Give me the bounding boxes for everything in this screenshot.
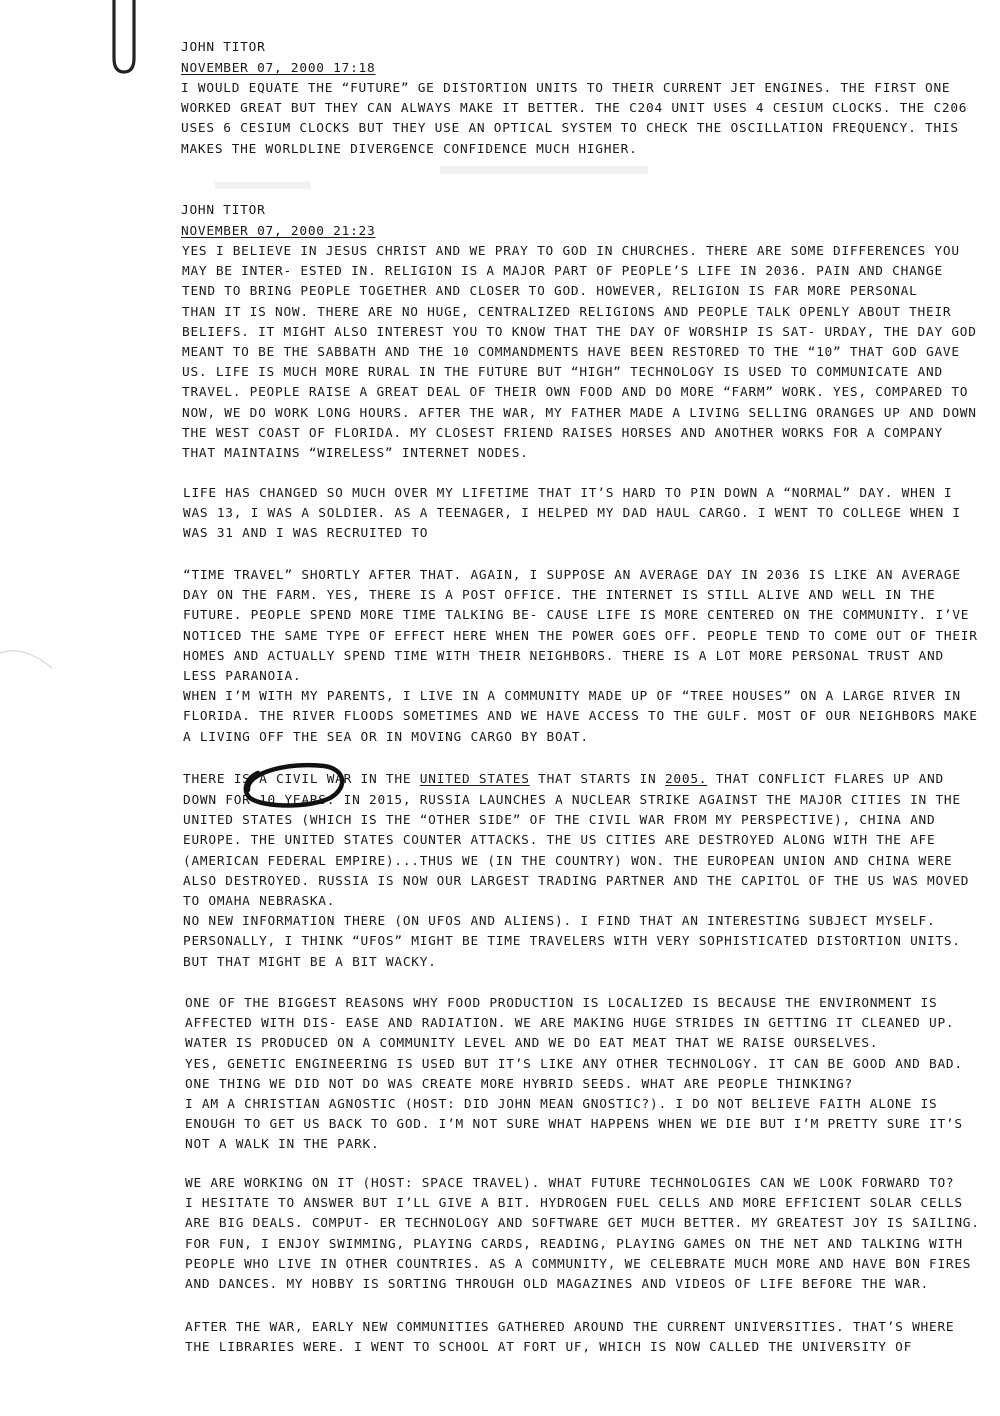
paragraph-line: (AMERICAN FEDERAL EMPIRE)...THUS WE (IN THE COUNTRY) WON. THE EUROPEAN UNION AND CHINA WERE xyxy=(183,853,953,869)
paragraph-line: I HESITATE TO ANSWER BUT I’LL GIVE A BIT. HYDROGEN FUEL CELLS AND MORE EFFICIENT SOLAR CELLS xyxy=(185,1196,963,1212)
paragraph-line: ONE OF THE BIGGEST REASONS WHY FOOD PRODUCTION IS LOCALIZED IS BECAUSE THE ENVIRONMENT IS xyxy=(185,996,938,1011)
paragraph-line: FLORIDA. THE RIVER FLOODS SOMETIMES AND WE HAVE ACCESS TO THE GULF. MOST OF OUR NEIGHBORS MAKE xyxy=(183,709,978,725)
underlined-phrase: 2005. xyxy=(664,772,708,787)
post-text-line: TEND TO BRING PEOPLE TOGETHER AND CLOSER TO GOD. HOWEVER, RELIGION IS FAR MORE PERSONAL xyxy=(182,284,918,300)
post-text-line: USES 6 CESIUM CLOCKS BUT THEY USE AN OPTICAL SYSTEM TO CHECK THE OSCILLATION FREQUENCY. THIS xyxy=(181,121,959,137)
text-span: THAT STARTS IN xyxy=(529,772,665,787)
text-span: THERE IS xyxy=(183,772,260,787)
post-author: JOHN TITOR xyxy=(181,203,266,218)
post-text-line: MEANT TO BE THE SABBATH AND THE 10 COMMANDMENTS HAVE BEEN RESTORED TO THE “10” THAT GOD GAVE xyxy=(182,345,960,360)
paragraph-line: AFFECTED WITH DIS- EASE AND RADIATION. WE ARE MAKING HUGE STRIDES IN GETTING IT CLEANED UP. xyxy=(185,1016,955,1032)
paragraph-line: WHEN I’M WITH MY PARENTS, I LIVE IN A COMMUNITY MADE UP OF “TREE HOUSES” ON A LARGE RIVER IN xyxy=(183,689,961,705)
paragraph-line: EUROPE. THE UNITED STATES COUNTER ATTACKS. THE US CITIES ARE DESTROYED ALONG WITH THE AFE xyxy=(183,833,936,849)
post-text-line: YES I BELIEVE IN JESUS CHRIST AND WE PRAY TO GOD IN CHURCHES. THERE ARE SOME DIFFERENCES YOU xyxy=(182,244,960,259)
paragraph-line: BUT THAT MIGHT BE A BIT WACKY. xyxy=(183,954,437,970)
post-text-line: NOW, WE DO WORK LONG HOURS. AFTER THE WAR, MY FATHER MADE A LIVING SELLING ORANGES UP AND DOWN xyxy=(182,405,977,421)
paragraph-line: LESS PARANOIA. xyxy=(183,669,302,684)
post-datetime: NOVEMBER 07, 2000 21:23 xyxy=(181,224,376,239)
paragraph-line: I AM A CHRISTIAN AGNOSTIC (HOST: DID JOHN MEAN GNOSTIC?). I DO NOT BELIEVE FAITH ALONE IS xyxy=(185,1097,938,1112)
underlined-phrase: UNITED STATES xyxy=(419,772,530,787)
paragraph-line: YES, GENETIC ENGINEERING IS USED BUT IT’S LIKE ANY OTHER TECHNOLOGY. IT CAN BE GOOD AND BAD. xyxy=(185,1056,963,1072)
paragraph-line: ENOUGH TO GET US BACK TO GOD. I’M NOT SURE WHAT HAPPENS WHEN WE DIE BUT I’M PRETTY SURE IT’S xyxy=(185,1117,963,1133)
paragraph-line: LIFE HAS CHANGED SO MUCH OVER MY LIFETIME THAT IT’S HARD TO PIN DOWN A “NORMAL” DAY. WHEN I xyxy=(183,486,953,501)
paper-clip-icon xyxy=(104,0,144,80)
paragraph-line: PERSONALLY, I THINK “UFOS” MIGHT BE TIME TRAVELERS WITH VERY SOPHISTICATED DISTORTION UNITS. xyxy=(183,934,961,950)
paragraph-line: ALSO DESTROYED. RUSSIA IS NOW OUR LARGEST TRADING PARTNER AND THE CAPITOL OF THE US WAS MOVED xyxy=(183,873,970,889)
post-text-line: US. LIFE IS MUCH MORE RURAL IN THE FUTURE BUT “HIGH” TECHNOLOGY IS USED TO COMMUNICATE AND xyxy=(182,365,943,381)
circled-phrase: A CIVIL WAR IN xyxy=(259,772,378,787)
post-text-line: THE WEST COAST OF FLORIDA. MY CLOSEST FRIEND RAISES HORSES AND ANOTHER WORKS FOR A COMPANY xyxy=(182,425,943,441)
text-span: THE xyxy=(377,772,420,787)
post-author: JOHN TITOR xyxy=(181,40,266,55)
post-text-line: I WOULD EQUATE THE “FUTURE” GE DISTORTION UNITS TO THEIR CURRENT JET ENGINES. THE FIRST ONE xyxy=(181,81,951,96)
paragraph-line: NO NEW INFORMATION THERE (ON UFOS AND ALIENS). I FIND THAT AN INTERESTING SUBJECT MYSELF. xyxy=(183,914,936,930)
paragraph-line: WATER IS PRODUCED ON A COMMUNITY LEVEL AND WE DO EAT MEAT THAT WE RAISE OURSELVES. xyxy=(185,1036,879,1052)
post-text-line: THAT MAINTAINS “WIRELESS” INTERNET NODES. xyxy=(182,446,529,461)
paragraph-line: THE LIBRARIES WERE. I WENT TO SCHOOL AT FORT UF, WHICH IS NOW CALLED THE UNIVERSITY OF xyxy=(185,1340,913,1356)
paragraph-line: AND DANCES. MY HOBBY IS SORTING THROUGH OLD MAGAZINES AND VIDEOS OF LIFE BEFORE THE WAR. xyxy=(185,1277,929,1292)
post-text-line: TRAVEL. PEOPLE RAISE A GREAT DEAL OF THEIR OWN FOOD AND DO MORE “FARM” WORK. YES, COMPARED TO xyxy=(182,385,969,401)
paragraph-line: ARE BIG DEALS. COMPUT- ER TECHNOLOGY AND SOFTWARE GET MUCH BETTER. MY GREATEST JOY IS SAILING. xyxy=(185,1216,980,1232)
paragraph-line: A LIVING OFF THE SEA OR IN MOVING CARGO BY BOAT. xyxy=(183,729,589,745)
paragraph-line: WAS 31 AND I WAS RECRUITED TO xyxy=(183,526,429,542)
paragraph-line: UNITED STATES (WHICH IS THE “OTHER SIDE” OF THE CIVIL WAR FROM MY PERSPECTIVE), CHINA AND xyxy=(183,813,936,829)
paragraph-line: TO OMAHA NEBRASKA. xyxy=(183,894,336,909)
post-text-line: MAKES THE WORLDLINE DIVERGENCE CONFIDENCE MUCH HIGHER. xyxy=(181,141,638,157)
paragraph-line: FOR FUN, I ENJOY SWIMMING, PLAYING CARDS, READING, PLAYING GAMES ON THE NET AND TALKING WITH xyxy=(185,1236,963,1252)
paragraph-line: PEOPLE WHO LIVE IN OTHER COUNTRIES. AS A COMMUNITY, WE CELEBRATE MUCH MORE AND HAVE BON FIRES xyxy=(185,1256,972,1272)
paragraph-line: AFTER THE WAR, EARLY NEW COMMUNITIES GATHERED AROUND THE CURRENT UNIVERSITIES. THAT’S WHERE xyxy=(185,1320,955,1335)
paragraph-line: DAY ON THE FARM. YES, THERE IS A POST OFFICE. THE INTERNET IS STILL ALIVE AND WELL IN THE xyxy=(183,588,936,604)
paragraph-line: DOWN FOR 10 YEARS. IN 2015, RUSSIA LAUNCHES A NUCLEAR STRIKE AGAINST THE MAJOR CITIES IN THE xyxy=(183,793,961,808)
post-datetime: NOVEMBER 07, 2000 17:18 xyxy=(181,61,376,76)
paragraph-line: NOTICED THE SAME TYPE OF EFFECT HERE WHEN THE POWER GOES OFF. PEOPLE TEND TO COME OUT OF THEIR xyxy=(183,628,978,644)
post-text-line: MAY BE INTER- ESTED IN. RELIGION IS A MAJOR PART OF PEOPLE’S LIFE IN 2036. PAIN AND CHANGE xyxy=(182,264,943,280)
hand-drawn-circle xyxy=(240,760,350,810)
text-span: THAT CONFLICT FLARES UP AND xyxy=(707,772,944,787)
paragraph-line: NOT A WALK IN THE PARK. xyxy=(185,1137,380,1153)
bleed-through-mark: ▬▬▬▬▬▬▬▬ xyxy=(440,150,648,180)
post-text-line: WORKED GREAT BUT THEY CAN ALWAYS MAKE IT BETTER. THE C204 UNIT USES 4 CESIUM CLOCKS. THE C206 xyxy=(181,101,968,117)
post-text-line: BELIEFS. IT MIGHT ALSO INTEREST YOU TO KNOW THAT THE DAY OF WORSHIP IS SAT- URDAY, THE DAY GOD xyxy=(182,324,977,340)
paragraph-line: HOMES AND ACTUALLY SPEND TIME WITH THEIR NEIGHBORS. THERE IS A LOT MORE PERSONAL TRUST AND xyxy=(183,648,944,664)
paragraph-line: “TIME TRAVEL” SHORTLY AFTER THAT. AGAIN, I SUPPOSE AN AVERAGE DAY IN 2036 IS LIKE AN AVERAGE xyxy=(183,568,961,583)
paragraph-line: ONE THING WE DID NOT DO WAS CREATE MORE HYBRID SEEDS. WHAT ARE PEOPLE THINKING? xyxy=(185,1076,853,1092)
paragraph-line: FUTURE. PEOPLE SPEND MORE TIME TALKING BE- CAUSE LIFE IS MORE CENTERED ON THE COMMUNITY. I’VE xyxy=(183,608,970,624)
bleed-through-mark: ▬▬▬▬ xyxy=(215,168,311,195)
punch-hole-mark xyxy=(0,640,62,680)
post-text-line: THAN IT IS NOW. THERE ARE NO HUGE, CENTRALIZED RELIGIONS AND PEOPLE TALK OPENLY ABOUT THEIR xyxy=(182,304,952,320)
paragraph-line: WE ARE WORKING ON IT (HOST: SPACE TRAVEL). WHAT FUTURE TECHNOLOGIES CAN WE LOOK FORWARD TO? xyxy=(185,1176,955,1191)
paragraph-line: WAS 13, I WAS A SOLDIER. AS A TEENAGER, I HELPED MY DAD HAUL CARGO. I WENT TO COLLEGE WHEN I xyxy=(183,506,961,522)
